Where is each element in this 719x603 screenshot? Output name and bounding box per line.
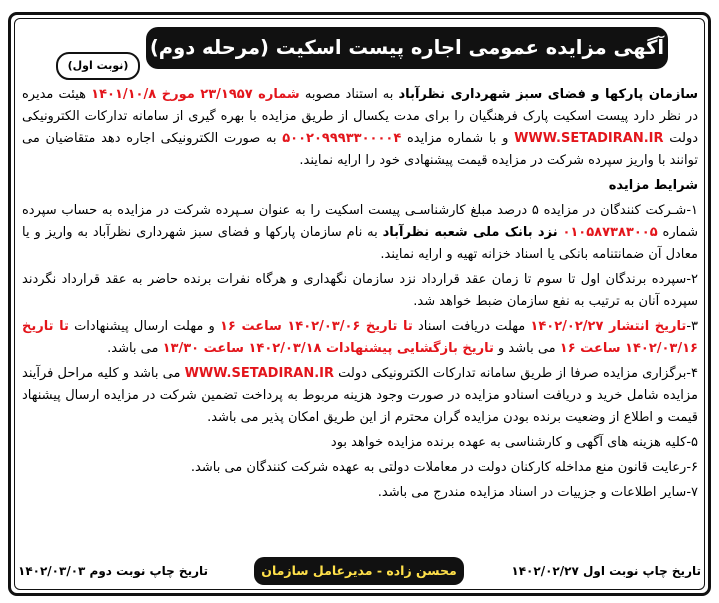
notice-body: [22, 84, 698, 548]
condition-text: ۱-شـرکت کنندگان در مزایده ۵ درصد مبلغ کارشناسـی پیست اسکیت را به عنوان سـپرده شرکت در مزایده به حساب سپرده شماره: [22, 203, 698, 240]
setad-website: WWW.SETADIRAN.IR: [514, 131, 664, 146]
documents-deadline: تا تاریخ ۱۴۰۲/۰۳/۰۶ ساعت ۱۶: [220, 319, 413, 334]
intro-text: هیئت مدیره در نظر دارد پیست اسکیت پارک فرهنگیان را برای مدت یکسال از طریق مزایده با بهره گیری از سامانه تدارکات الکترونیکی دولت: [22, 87, 698, 146]
condition-item-1: [22, 200, 698, 266]
proposal-deadline: تا تاریخ ۱۴۰۲/۰۳/۱۶ ساعت ۱۶: [22, 319, 698, 356]
signatory-banner: محسن زاده - مدیرعامل سازمان: [254, 557, 464, 585]
condition-item-2: [22, 269, 698, 313]
condition-text: می باشد و: [498, 341, 556, 356]
round-badge: (نوبت اول): [56, 52, 140, 80]
conditions-heading: شرایط مزایده: [608, 178, 698, 193]
condition-item-7: [22, 482, 698, 504]
condition-item-4: [22, 363, 698, 429]
notice-footer: [18, 557, 701, 587]
condition-text: مهلت دریافت اسناد: [417, 319, 526, 334]
condition-text: ۷-سایر اطلاعات و جزییات در اسناد مزایده مندرج می باشد.: [377, 485, 698, 500]
second-print-date: تاریخ چاپ نوبت دوم ۱۴۰۲/۰۳/۰۳: [18, 564, 209, 578]
intro-text: به صورت الکترونیکی اجاره دهد متقاضیان می توانند با واریز سپرده شرکت در مزایده قیمت پیشنهادی خود را ارایه نمایند.: [22, 131, 698, 168]
intro-paragraph: [22, 84, 698, 172]
opening-date: تاریخ بازگشایی پیشنهادات ۱۴۰۲/۰۳/۱۸ ساعت ۱۳/۳۰: [162, 341, 494, 356]
condition-text: به نام سازمان پارکها و فضای سبز شهرداری نظرآباد به واریز و یا معادل آن ضمانتنامه بانکی یا اسناد خزانه تهیه و ارایه نمایند.: [22, 225, 698, 262]
resolution-number: شماره ۲۳/۱۹۵۷ مورخ ۱۴۰۱/۱۰/۸: [91, 87, 300, 102]
bank-branch: نزد بانک ملی شعبه نظرآباد: [382, 225, 558, 240]
setad-website: WWW.SETADIRAN.IR: [184, 366, 335, 381]
condition-item-5: [22, 432, 698, 454]
condition-text: ۵-کلیه هزینه های آگهی و کارشناسی به عهده برنده مزایده خواهد بود: [330, 435, 698, 450]
auction-number: ۵۰۰۲۰۹۹۹۳۳۰۰۰۰۴: [282, 131, 402, 146]
deposit-account-number: ۰۱۰۵۸۷۳۸۳۰۰۵: [562, 225, 658, 240]
notice-title: آگهی مزایده عمومی اجاره پیست اسکیت (مرحله دوم): [146, 27, 668, 69]
organization-name: سازمان پارکها و فضای سبز شهرداری نظرآباد: [398, 87, 698, 102]
first-print-date: تاریخ چاپ نوبت اول ۱۴۰۲/۰۲/۲۷: [511, 564, 701, 578]
condition-text: ۲-سپرده برندگان اول تا سوم تا زمان عقد قرارداد نزد سازمان نگهداری و هرگاه نفرات برنده حاضر به عقد قرارداد نگردند سپرده آنان به ترتیب به نفع سازمان ضبط خواهد شد.: [22, 272, 698, 309]
intro-text: به استناد مصوبه: [304, 87, 394, 102]
condition-text: می باشد.: [107, 341, 159, 356]
condition-text: می باشد و کلیه مراحل فرآیند مزایده شامل خرید و دریافت اسنادو مزایده در صورت وجود هزینه مربوط به پرداخت تضمین شرکت در مزایده ارسال پیشنهاد قیمت و اطلاع از وضعیت برنده بودن مزایده گران محترم از این طریق امکان پذیر می باشد.: [22, 366, 698, 425]
condition-item-3: [22, 316, 698, 360]
condition-number: ۳-: [686, 319, 698, 334]
condition-text: ۴-برگزاری مزایده صرفا از طریق سامانه تدارکات الکترونیکی دولت: [338, 366, 698, 381]
publish-date: تاریخ انتشار ۱۴۰۲/۰۲/۲۷: [530, 319, 687, 334]
condition-text: و مهلت ارسال پیشنهادات: [74, 319, 215, 334]
condition-item-6: [22, 457, 698, 479]
condition-text: ۶-رعایت قانون منع مداخله کارکنان دولت در معاملات دولتی به عهده شرکت کنندگان می باشد.: [190, 460, 698, 475]
intro-text: و با شماره مزایده: [406, 131, 509, 146]
